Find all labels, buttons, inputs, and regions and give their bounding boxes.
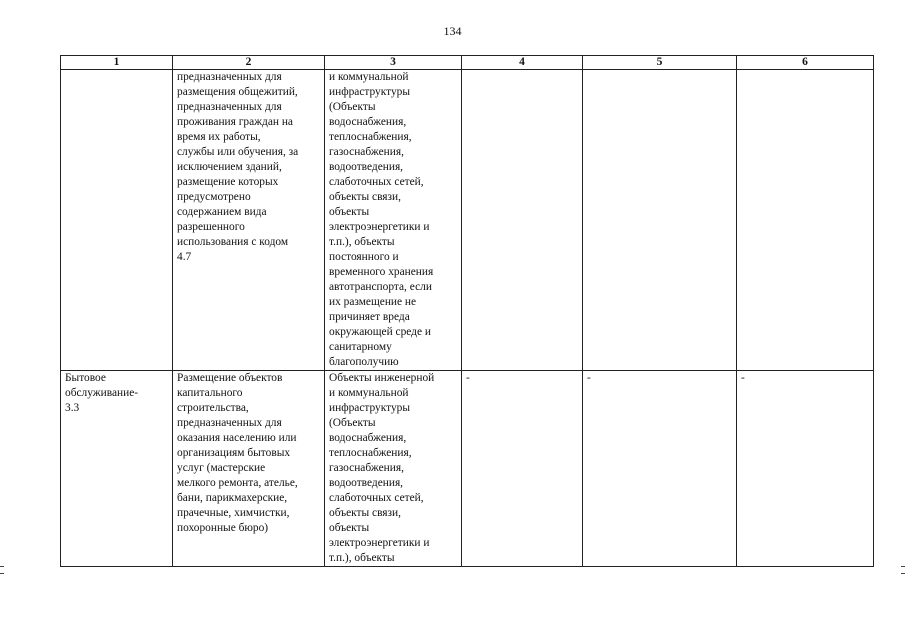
cell-text: Бытовое обслуживание- 3.3: [65, 372, 139, 414]
scan-edge-mark-right: [901, 566, 905, 574]
table-row: [61, 70, 874, 371]
table-cell: [462, 70, 583, 371]
column-header-1: 1: [61, 56, 173, 70]
table-cell: [61, 70, 173, 371]
land-use-table: [60, 55, 874, 567]
table-row: [61, 371, 874, 567]
table-cell: [583, 70, 737, 371]
page-number: 134: [443, 24, 462, 38]
table-cell: [173, 371, 325, 567]
table-cell: [583, 371, 737, 567]
table-cell: [737, 371, 874, 567]
cell-text: и коммунальной инфраструктуры (Объекты водоснабжения, теплоснабжения, газоснабжения, водоотведения, слаботочных сетей, объекты связи, объекты электроэнергетики и т.п.), объекты постоянного и временного хранения автотранспорта, если их размещение не причиняет вреда окружающей среде и санитарному благополучию: [329, 71, 434, 368]
cell-text: предназначенных для размещения общежитий, предназначенных для проживания граждан на время их работы, службы или обучения, за исключением зданий, размещение которых предусмотрено содержанием вида разрешенного использования с кодом 4.7: [177, 71, 299, 263]
column-header-4: 4: [462, 56, 583, 70]
table-header-row: [61, 56, 874, 70]
cell-text: Размещение объектов капитального строительства, предназначенных для оказания населению или организациям бытовых услуг (мастерские мелкого ремонта, ателье, бани, парикмахерские, прачечные, химчистки, похоронные бюро): [177, 372, 298, 534]
table-cell: [462, 371, 583, 567]
cell-text: Объекты инженерной и коммунальной инфраструктуры (Объекты водоснабжения, теплоснабжения, газоснабжения, водоотведения, слаботочных сетей, объекты связи, объекты электроэнергетики и т.п.), объекты: [329, 372, 435, 564]
column-header-5: 5: [583, 56, 737, 70]
cell-text: -: [466, 372, 470, 384]
cell-text: -: [587, 372, 591, 384]
table-cell: [173, 70, 325, 371]
table-cell: [737, 70, 874, 371]
column-header-3: 3: [325, 56, 462, 70]
scan-edge-mark-left: [0, 566, 4, 574]
column-header-6: 6: [737, 56, 874, 70]
column-header-2: 2: [173, 56, 325, 70]
table-cell: [325, 70, 462, 371]
table-cell: [61, 371, 173, 567]
cell-text: -: [741, 372, 745, 384]
table-cell: [325, 371, 462, 567]
